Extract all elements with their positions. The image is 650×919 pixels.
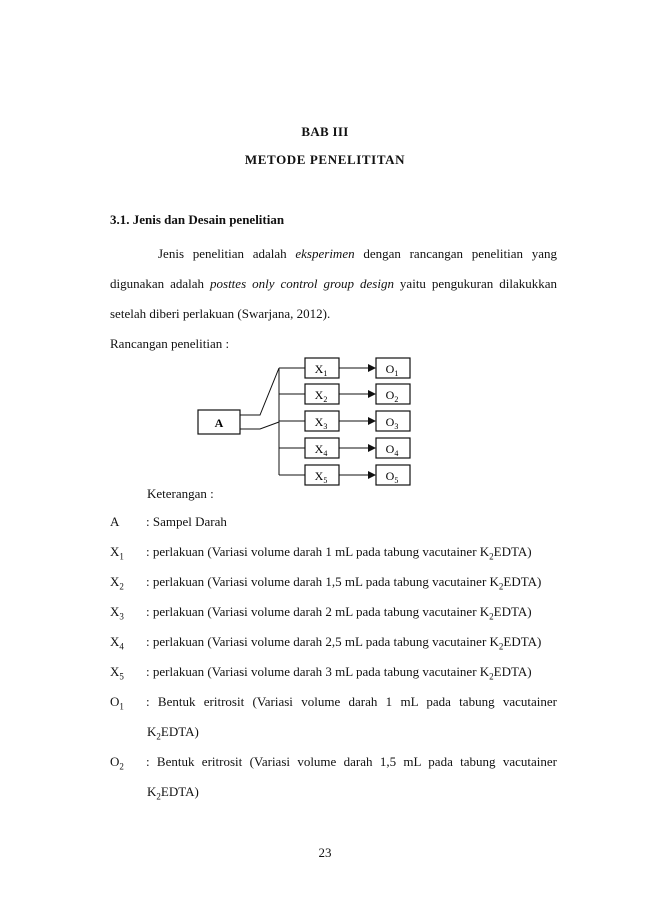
treatment-boxes	[305, 358, 339, 485]
arrow-lines	[339, 368, 375, 475]
legend-row	[110, 754, 557, 784]
treatment-label-2: $X_2$	[314, 388, 328, 404]
observation-label-1: $O_1$	[385, 362, 399, 378]
legend-symbol: $X_3$	[110, 604, 124, 622]
chapter-title: METODE PENELITITAN	[244, 152, 406, 167]
fan-connectors	[240, 368, 305, 475]
legend-symbol: $X_5$	[110, 664, 124, 682]
legend-wrap-line: $K_2EDTA$)	[147, 784, 199, 802]
chapter-label: BAB III	[301, 124, 349, 139]
treatment-box-4	[305, 438, 339, 458]
legend-symbol: $O_1$	[110, 694, 124, 712]
treatment-label-4: $X_4$	[314, 442, 328, 458]
legend-row	[110, 664, 557, 694]
legend-symbol: $X_2$	[110, 574, 124, 592]
observation-label-4: $O_4$	[385, 442, 399, 458]
observation-boxes	[376, 358, 410, 485]
legend-description: : Sampel Darah	[146, 514, 227, 529]
para-text-start: Jenis penelitian adalah	[158, 246, 296, 261]
legend-row	[110, 694, 557, 724]
legend-description: : perlakuan (Variasi volume darah 1 mL pada tabung vacutainer $K_2EDTA$)	[146, 544, 532, 562]
legend-description: : perlakuan (Variasi volume darah 3 mL pada tabung vacutainer $K_2EDTA$)	[146, 664, 532, 682]
treatment-box-1	[305, 358, 339, 378]
legend-symbol: $O_2$	[110, 754, 124, 772]
legend-symbol: $X_1$	[110, 544, 124, 562]
legend-description: : perlakuan (Variasi volume darah 1,5 mL pada tabung vacutainer $K_2EDTA$)	[146, 574, 542, 592]
legend-description: : Bentuk eritrosit (Variasi volume darah 1 mL pada tabung vacutainer	[146, 694, 557, 709]
source-label: A	[214, 416, 224, 430]
source-box	[198, 410, 240, 434]
observation-label-5: $O_5$	[385, 469, 399, 485]
observation-box-3	[376, 411, 410, 431]
page-number: 23	[318, 845, 332, 860]
treatment-box-3	[305, 411, 339, 431]
section-heading: 3.1. Jenis dan Desain penelitian	[110, 212, 285, 227]
treatment-label-3: $X_3$	[314, 415, 328, 431]
observation-box-5	[376, 465, 410, 485]
para-text-end: yaitu pengukuran dilakukkan setelah diberi perlakuan (Swarjana, 2012).	[110, 276, 557, 321]
observation-box-1	[376, 358, 410, 378]
treatment-box-5	[305, 465, 339, 485]
legend-wrap-line: $K_2EDTA$)	[147, 724, 199, 742]
para-emphasis-eksperimen: eksperimen	[295, 246, 355, 261]
legend-row	[110, 544, 557, 574]
treatment-box-2	[305, 384, 339, 404]
treatment-label-5: $X_5$	[314, 469, 328, 485]
observation-box-2	[376, 384, 410, 404]
treatment-label-1: $X_1$	[314, 362, 328, 378]
legend-row	[110, 514, 557, 544]
observation-label-3: $O_3$	[385, 415, 399, 431]
para-text-mid: dengan rancangan penelitian yang digunakan adalah	[110, 246, 557, 291]
legend-symbol: $X_4$	[110, 634, 124, 652]
legend-row	[110, 634, 557, 664]
legend-title: Keterangan :	[147, 486, 214, 501]
design-label: Rancangan penelitian :	[110, 336, 230, 351]
observation-label-2: $O_2$	[385, 388, 399, 404]
legend-row	[110, 574, 557, 604]
legend-symbol: A	[110, 514, 120, 529]
legend-description: : perlakuan (Variasi volume darah 2 mL pada tabung vacutainer $K_2EDTA$)	[146, 604, 532, 622]
observation-box-4	[376, 438, 410, 458]
para-emphasis-design: posttes only control group design	[210, 276, 394, 291]
legend-description: : Bentuk eritrosit (Variasi volume darah 1,5 mL pada tabung vacutainer	[146, 754, 557, 769]
legend-description: : perlakuan (Variasi volume darah 2,5 mL pada tabung vacutainer $K_2EDTA$)	[146, 634, 542, 652]
legend-row	[110, 604, 557, 634]
